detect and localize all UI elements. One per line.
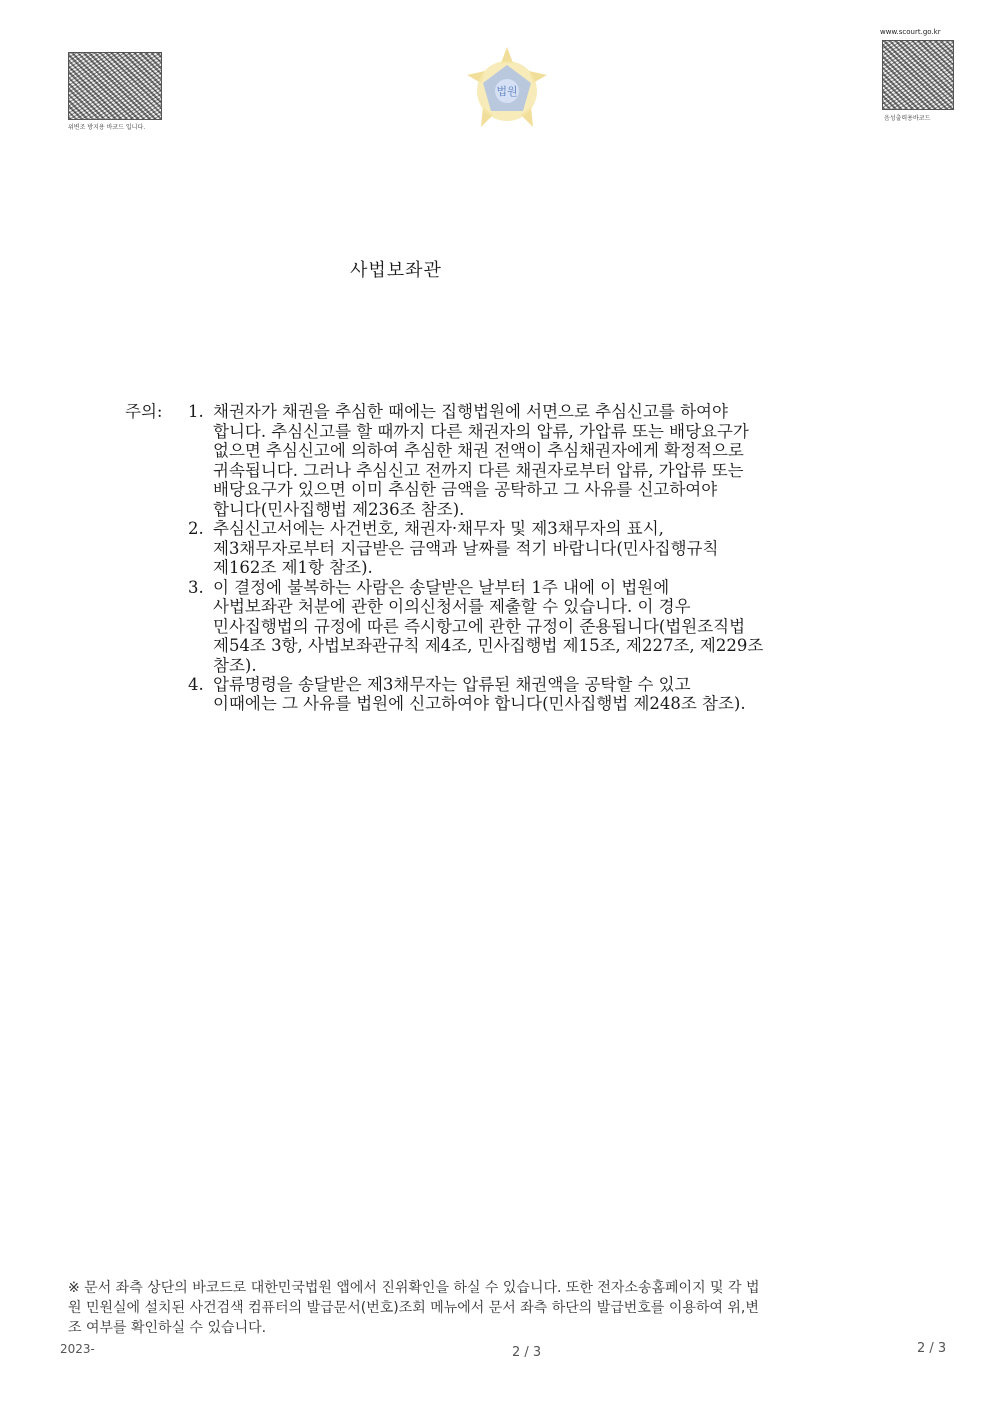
notice-label: 주의:	[125, 402, 163, 421]
issue-number: 2023-	[60, 1342, 95, 1356]
item-line: 제162조 제1항 참조).	[213, 558, 373, 577]
item-line: 참조).	[213, 655, 257, 675]
item-number: 3.	[188, 577, 204, 597]
footer-note-line: 조 여부를 확인하실 수 있습니다.	[68, 1320, 267, 1336]
item-line: 합니다(민사집행법 제236조 참조).	[213, 499, 465, 519]
item-line: 채권자가 채권을 추심한 때에는 집행법원에 서면으로 추심신고를 하여야	[213, 402, 728, 421]
seal-label: 법원	[496, 85, 518, 98]
page-number-right: 2 / 3	[917, 1341, 947, 1356]
document-title: 사법보좌관	[350, 260, 442, 281]
item-line: 이 결정에 불복하는 사람은 송달받은 날부터 1주 내에 이 법원에	[213, 577, 670, 597]
page-number-center: 2 / 3	[512, 1345, 542, 1360]
right-barcode-caption: 음성출력용바코드	[884, 115, 931, 122]
footer-note-line: ※ 문서 좌측 상단의 바코드로 대한민국법원 앱에서 진위확인을 하실 수 있습니다. 또한 전자소송홈페이지 및 각 법	[68, 1280, 760, 1296]
left-barcode-caption: 위변조 방지용 바코드 입니다.	[68, 124, 146, 131]
court-url: www.scourt.go.kr	[880, 28, 941, 36]
court-seal	[463, 45, 551, 133]
item-line: 귀속됩니다. 그러나 추심신고 전까지 다른 채권자로부터 압류, 가압류 또는	[213, 460, 744, 480]
item-line: 사법보좌관 처분에 관한 이의신청서를 제출할 수 있습니다. 이 경우	[213, 597, 691, 616]
item-number: 1.	[188, 402, 204, 421]
item-line: 제54조 3항, 사법보좌관규칙 제4조, 민사집행법 제15조, 제227조, 제229조	[213, 636, 764, 655]
item-number: 4.	[188, 674, 204, 694]
item-line: 없으면 추심신고에 의하여 추심한 채권 전액이 추심채권자에게 확정적으로	[213, 441, 744, 460]
item-line: 추심신고서에는 사건번호, 채권자·채무자 및 제3채무자의 표시,	[213, 519, 664, 538]
footer-note-line: 원 민원실에 설치된 사건검색 컴퓨터의 발급문서(번호)조회 메뉴에서 문서 좌측 하단의 발급번호를 이용하여 위,변	[68, 1300, 759, 1316]
item-line: 압류명령을 송달받은 제3채무자는 압류된 채권액을 공탁할 수 있고	[213, 674, 691, 694]
item-number: 2.	[188, 519, 204, 538]
item-line: 합니다. 추심신고를 할 때까지 다른 채권자의 압류, 가압류 또는 배당요구가	[213, 421, 749, 441]
item-line: 배당요구가 있으면 이미 추심한 금액을 공탁하고 그 사유를 신고하여야	[213, 480, 718, 499]
item-line: 제3채무자로부터 지급받은 금액과 날짜를 적기 바랍니다(민사집행규칙	[213, 538, 719, 558]
item-line: 민사집행법의 규정에 따른 즉시항고에 관한 규정이 준용됩니다(법원조직법	[213, 616, 746, 636]
footer-note	[68, 1278, 948, 1338]
voice-output-barcode	[882, 40, 954, 110]
authenticity-barcode	[68, 52, 162, 120]
item-line: 이때에는 그 사유를 법원에 신고하여야 합니다(민사집행법 제248조 참조).	[213, 694, 746, 713]
